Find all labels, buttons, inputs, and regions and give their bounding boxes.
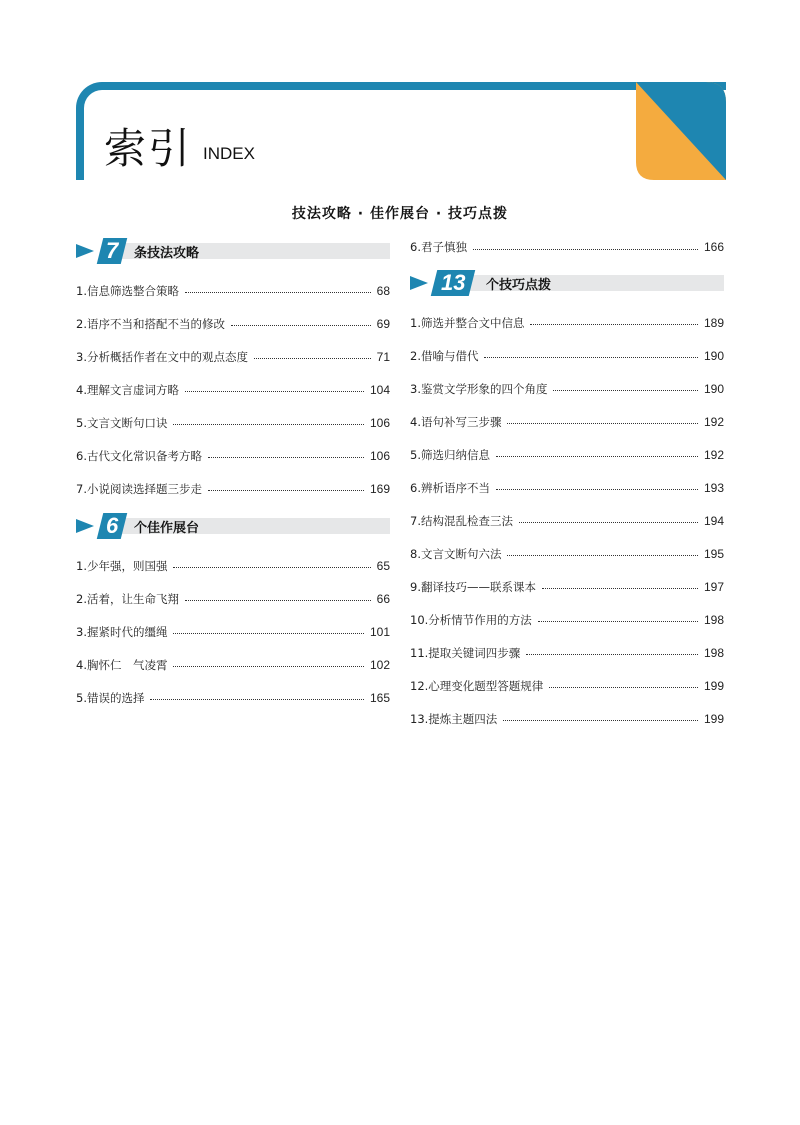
entries-tips bbox=[410, 306, 724, 735]
section-header-tips bbox=[410, 270, 724, 294]
list-item[interactable]: 5.文言文断句口诀 106 bbox=[76, 415, 390, 430]
list-item[interactable]: 4.理解文言虚词方略 104 bbox=[76, 382, 390, 397]
play-arrow-icon bbox=[410, 276, 428, 290]
list-item[interactable]: 10.分析情节作用的方法 198 bbox=[410, 612, 724, 627]
corner-decoration bbox=[636, 82, 726, 180]
list-item[interactable]: 3.鉴赏文学形象的四个角度 190 bbox=[410, 381, 724, 396]
play-arrow-icon bbox=[76, 519, 94, 533]
list-item[interactable]: 5.筛选归纳信息 192 bbox=[410, 447, 724, 462]
entries-essays-continued bbox=[410, 238, 724, 256]
list-item[interactable]: 2.借喻与借代 190 bbox=[410, 348, 724, 363]
list-item[interactable]: 2.语序不当和搭配不当的修改 69 bbox=[76, 316, 390, 331]
section-header-essays bbox=[76, 513, 390, 537]
section-header-techniques bbox=[76, 238, 390, 262]
list-item[interactable]: 1.少年强，则国强 65 bbox=[76, 558, 390, 573]
list-item[interactable]: 6.辨析语序不当 193 bbox=[410, 480, 724, 495]
index-header bbox=[76, 82, 726, 180]
section-label: 个佳作展台 bbox=[134, 521, 200, 536]
list-item[interactable]: 8.文言文断句六法 195 bbox=[410, 546, 724, 561]
section-number-badge: 6 bbox=[97, 513, 127, 539]
list-item[interactable]: 13.提炼主题四法 199 bbox=[410, 711, 724, 726]
list-item[interactable]: 4.胸怀仁 气凌霄 102 bbox=[76, 657, 390, 672]
page-title-en: INDEX bbox=[203, 144, 255, 163]
list-item[interactable]: 1.信息筛选整合策略 68 bbox=[76, 283, 390, 298]
left-column bbox=[76, 238, 390, 714]
section-number-badge: 7 bbox=[97, 238, 127, 264]
section-number-badge: 13 bbox=[431, 270, 475, 296]
list-item[interactable]: 9.翻译技巧——联系课本 197 bbox=[410, 579, 724, 594]
page-subtitle: 技法攻略 · 佳作展台 · 技巧点拨 bbox=[291, 206, 509, 222]
list-item[interactable]: 5.错误的选择 165 bbox=[76, 690, 390, 705]
entries-techniques bbox=[76, 274, 390, 505]
right-column bbox=[410, 238, 724, 735]
list-item[interactable]: 2.活着，让生命飞翔 66 bbox=[76, 591, 390, 606]
play-arrow-icon bbox=[76, 244, 94, 258]
section-label: 个技巧点拨 bbox=[486, 278, 552, 293]
list-item[interactable]: 6.君子慎独 166 bbox=[410, 240, 724, 254]
list-item[interactable]: 1.筛选并整合文中信息 189 bbox=[410, 315, 724, 330]
section-bar bbox=[440, 275, 724, 291]
list-item[interactable]: 12.心理变化题型答题规律 199 bbox=[410, 678, 724, 693]
list-item[interactable]: 11.提取关键词四步骤 198 bbox=[410, 645, 724, 660]
entries-essays bbox=[76, 549, 390, 714]
list-item[interactable]: 7.小说阅读选择题三步走 169 bbox=[76, 481, 390, 496]
page-title: 索引 bbox=[104, 124, 193, 173]
list-item[interactable]: 3.握紧时代的缰绳 101 bbox=[76, 624, 390, 639]
list-item[interactable]: 6.古代文化常识备考方略 106 bbox=[76, 448, 390, 463]
section-label: 条技法攻略 bbox=[134, 246, 200, 261]
list-item[interactable]: 7.结构混乱检查三法 194 bbox=[410, 513, 724, 528]
list-item[interactable]: 4.语句补写三步骤 192 bbox=[410, 414, 724, 429]
list-item[interactable]: 3.分析概括作者在文中的观点态度 71 bbox=[76, 349, 390, 364]
